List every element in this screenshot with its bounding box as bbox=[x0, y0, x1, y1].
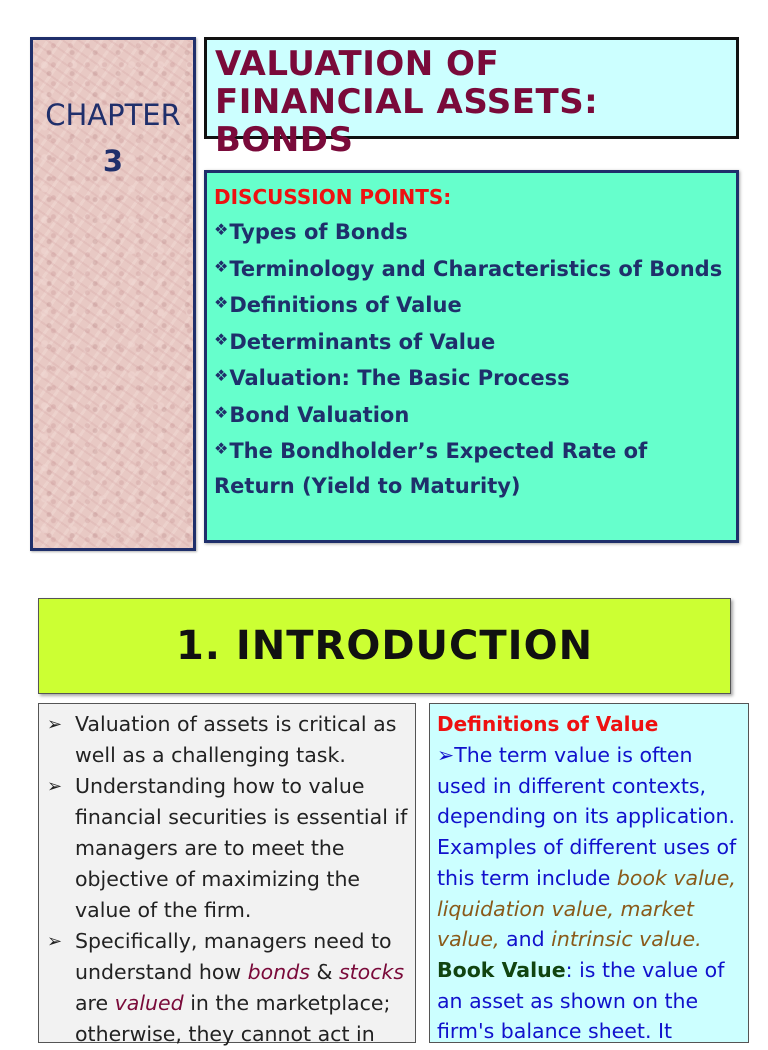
title-panel bbox=[204, 37, 739, 160]
point-text: The Bondholder’s Expected Rate of Return (Yield to Maturity) bbox=[214, 439, 648, 498]
text-run: : is the value of an asset as shown on the firm's balance sheet. It bbox=[437, 957, 725, 1044]
text-run: and bbox=[499, 927, 552, 952]
diamond-bullet-icon: ❖ bbox=[214, 402, 229, 422]
term-liquidation-market-value: liquidation value, market value, bbox=[437, 896, 694, 952]
emphasis-stocks: stocks bbox=[338, 960, 405, 984]
emphasis-bonds: bonds bbox=[247, 960, 310, 984]
text-run: in the marketplace; otherwise, they cannot act in bbox=[75, 991, 391, 1046]
emphasis-valued: valued bbox=[114, 991, 184, 1015]
section-heading: 1. INTRODUCTION bbox=[175, 623, 594, 669]
point-text: Determinants of Value bbox=[229, 329, 496, 354]
point-text: Types of Bonds bbox=[229, 220, 408, 244]
book-value-label: Book Value bbox=[437, 957, 566, 982]
diamond-bullet-icon: ❖ bbox=[214, 256, 229, 276]
valuation-notes-panel bbox=[38, 703, 416, 1046]
point-text: Definitions of Value bbox=[229, 293, 462, 317]
bullet-text: Understanding how to value financial securities is essential if managers are to meet the objective of maximizing the value of the firm. bbox=[75, 774, 408, 922]
discussion-heading: DISCUSSION POINTS: bbox=[214, 185, 452, 209]
point-text: Valuation: The Basic Process bbox=[229, 366, 570, 390]
list-item bbox=[214, 396, 730, 433]
list-item bbox=[47, 709, 409, 771]
point-text: Bond Valuation bbox=[229, 402, 410, 427]
chapter-panel bbox=[30, 37, 196, 551]
arrow-bullet-icon: ➢ bbox=[47, 714, 63, 735]
list-item bbox=[214, 286, 730, 323]
list-item bbox=[47, 926, 409, 1050]
list-item bbox=[214, 250, 730, 287]
list-item bbox=[214, 432, 730, 503]
list-item bbox=[214, 213, 730, 250]
chapter-word: CHAPTER bbox=[45, 98, 181, 132]
list-item bbox=[214, 359, 730, 396]
diamond-bullet-icon: ❖ bbox=[214, 366, 229, 385]
title-line-2: FINANCIAL ASSETS: bbox=[215, 82, 599, 122]
term-book-value: book value, bbox=[616, 865, 736, 890]
chapter-label bbox=[33, 92, 193, 184]
title-line-1: VALUATION OF bbox=[215, 44, 500, 84]
definitions-panel bbox=[429, 703, 749, 1043]
chapter-number: 3 bbox=[102, 144, 124, 178]
list-item bbox=[214, 323, 730, 360]
term-intrinsic-value: intrinsic value bbox=[551, 927, 696, 952]
diamond-bullet-icon: ❖ bbox=[214, 329, 229, 349]
diamond-bullet-icon: ❖ bbox=[214, 220, 229, 239]
bullet-text: Valuation of assets is critical as well as a challenging task. bbox=[75, 712, 397, 767]
book-value-paragraph bbox=[437, 955, 743, 1047]
definitions-paragraph bbox=[437, 740, 743, 955]
bullet-text bbox=[75, 926, 409, 1050]
text-run: Specifically, managers need to understand how bbox=[75, 929, 392, 984]
list-item bbox=[47, 771, 409, 926]
definitions-heading: Definitions of Value bbox=[437, 712, 659, 736]
title-line-3: BONDS bbox=[215, 120, 354, 160]
diamond-bullet-icon: ❖ bbox=[214, 439, 229, 458]
introduction-banner bbox=[38, 598, 731, 694]
page-title bbox=[215, 45, 736, 159]
text-run: The term value is often used in different contexts, depending on its application. Examples of different uses of this term include bbox=[437, 743, 737, 890]
text-run: & bbox=[309, 960, 339, 984]
text-run: are bbox=[75, 991, 115, 1015]
point-text: Terminology and Characteristics of Bonds bbox=[229, 256, 723, 281]
diamond-bullet-icon: ❖ bbox=[214, 293, 229, 312]
arrow-bullet-icon: ➢ bbox=[47, 931, 63, 952]
arrow-bullet-icon: ➢ bbox=[47, 776, 63, 797]
discussion-points-panel bbox=[204, 170, 739, 543]
arrow-bullet-icon: ➢ bbox=[437, 743, 455, 767]
text-run: . bbox=[695, 927, 702, 952]
